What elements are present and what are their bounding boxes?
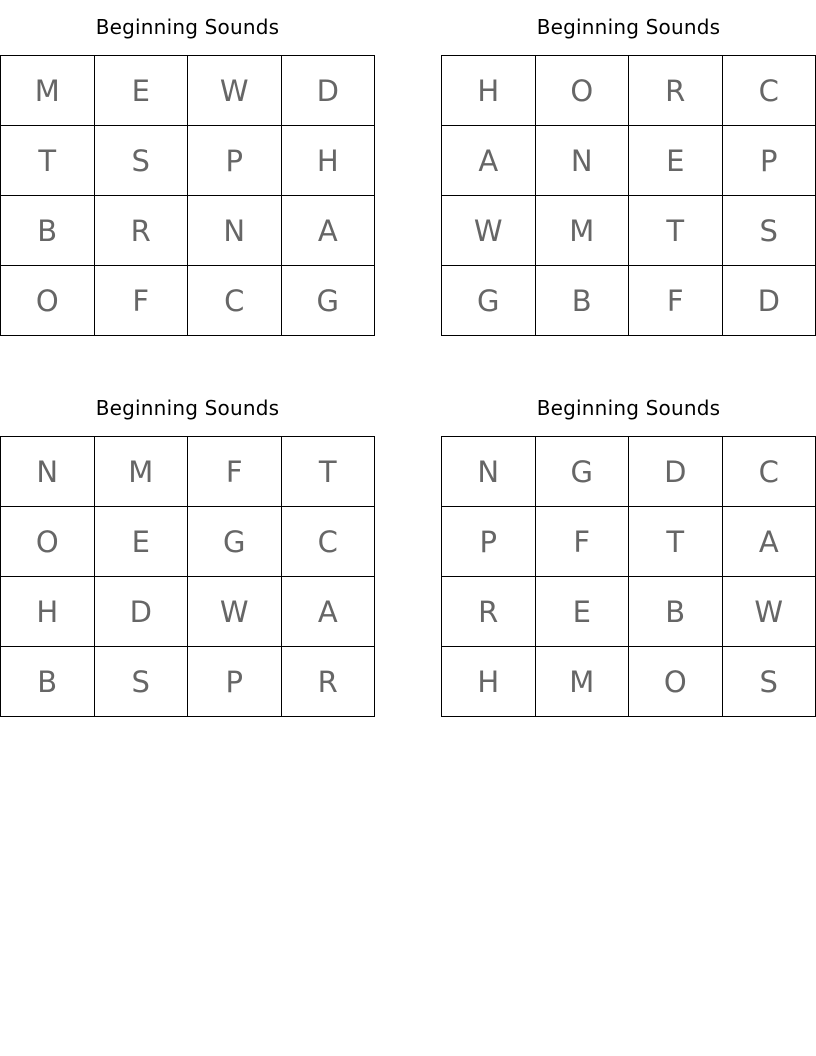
letter-cell: D (629, 437, 723, 507)
letter-cell: C (281, 507, 375, 577)
letter-cell: W (188, 56, 282, 126)
letter-cell: C (722, 437, 816, 507)
grid-row (442, 56, 816, 126)
letter-cell: R (281, 647, 375, 717)
grid-row (1, 647, 375, 717)
grid-row (442, 577, 816, 647)
letter-cell: S (722, 647, 816, 717)
grid-row (1, 437, 375, 507)
letter-grid (0, 436, 375, 717)
grid-row (442, 507, 816, 577)
grid-row (1, 507, 375, 577)
letter-cell: F (94, 266, 188, 336)
letter-cell: H (442, 647, 536, 717)
card-title: Beginning Sounds (95, 15, 280, 39)
grid-row (442, 126, 816, 196)
bingo-card-3 (0, 396, 375, 717)
bingo-card-2 (441, 15, 816, 336)
letter-cell: T (1, 126, 95, 196)
letter-cell: M (1, 56, 95, 126)
letter-cell: O (629, 647, 723, 717)
letter-grid (0, 55, 375, 336)
letter-cell: M (535, 196, 629, 266)
letter-cell: P (188, 647, 282, 717)
letter-cell: R (442, 577, 536, 647)
letter-cell: P (188, 126, 282, 196)
letter-cell: H (442, 56, 536, 126)
grid-row (442, 266, 816, 336)
letter-cell: B (629, 577, 723, 647)
letter-cell: M (94, 437, 188, 507)
letter-cell: G (188, 507, 282, 577)
letter-cell: E (94, 507, 188, 577)
letter-cell: E (629, 126, 723, 196)
letter-cell: G (281, 266, 375, 336)
letter-cell: N (535, 126, 629, 196)
grid-row (1, 577, 375, 647)
bingo-card-1 (0, 15, 375, 336)
letter-cell: P (442, 507, 536, 577)
letter-grid (441, 436, 816, 717)
letter-cell: N (188, 196, 282, 266)
letter-cell: G (535, 437, 629, 507)
letter-cell: D (94, 577, 188, 647)
letter-cell: S (94, 126, 188, 196)
letter-cell: A (442, 126, 536, 196)
letter-cell: A (281, 577, 375, 647)
grid-row (1, 126, 375, 196)
letter-cell: O (535, 56, 629, 126)
letter-cell: C (722, 56, 816, 126)
letter-cell: D (722, 266, 816, 336)
card-title: Beginning Sounds (95, 396, 280, 420)
letter-cell: H (1, 577, 95, 647)
letter-cell: W (722, 577, 816, 647)
letter-cell: A (722, 507, 816, 577)
letter-cell: A (281, 196, 375, 266)
letter-cell: T (281, 437, 375, 507)
letter-cell: F (535, 507, 629, 577)
letter-cell: R (629, 56, 723, 126)
card-title: Beginning Sounds (536, 396, 721, 420)
bingo-card-4 (441, 396, 816, 717)
letter-cell: B (1, 196, 95, 266)
letter-cell: N (442, 437, 536, 507)
letter-cell: F (188, 437, 282, 507)
letter-cell: W (442, 196, 536, 266)
letter-cell: S (94, 647, 188, 717)
letter-cell: T (629, 196, 723, 266)
grid-row (442, 647, 816, 717)
grid-row (442, 437, 816, 507)
letter-cell: P (722, 126, 816, 196)
letter-cell: B (1, 647, 95, 717)
letter-cell: R (94, 196, 188, 266)
letter-cell: E (535, 577, 629, 647)
letter-cell: S (722, 196, 816, 266)
card-title: Beginning Sounds (536, 15, 721, 39)
letter-cell: D (281, 56, 375, 126)
grid-row (1, 56, 375, 126)
letter-cell: T (629, 507, 723, 577)
grid-row (442, 196, 816, 266)
letter-cell: M (535, 647, 629, 717)
letter-cell: W (188, 577, 282, 647)
grid-row (1, 196, 375, 266)
letter-grid (441, 55, 816, 336)
letter-cell: O (1, 266, 95, 336)
letter-cell: F (629, 266, 723, 336)
letter-cell: B (535, 266, 629, 336)
letter-cell: G (442, 266, 536, 336)
letter-cell: H (281, 126, 375, 196)
letter-cell: E (94, 56, 188, 126)
grid-row (1, 266, 375, 336)
letter-cell: C (188, 266, 282, 336)
letter-cell: O (1, 507, 95, 577)
letter-cell: N (1, 437, 95, 507)
